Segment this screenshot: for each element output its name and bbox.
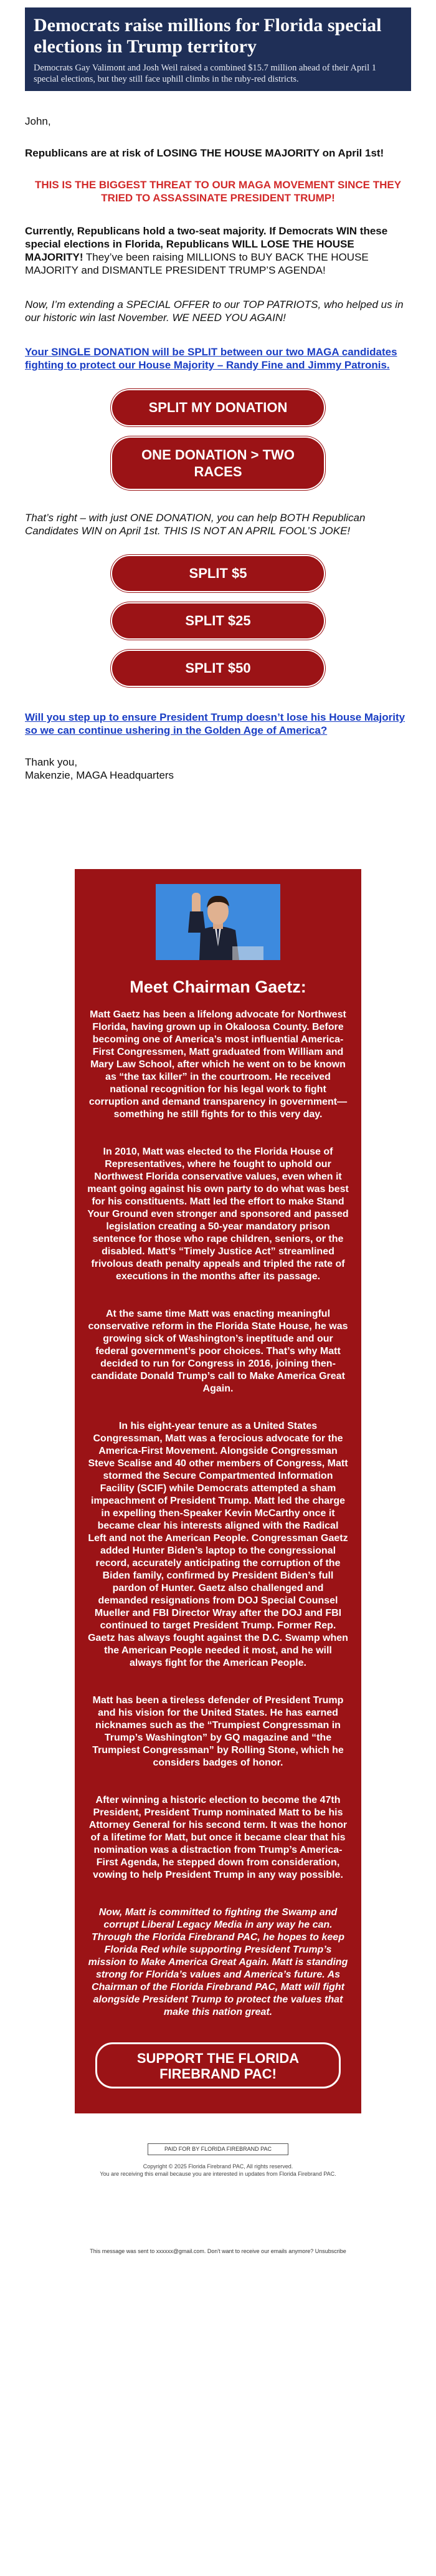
bio-paragraph: Matt has been a tireless defender of President Trump and his vision for the United States. He has earned nicknames such as the “Trumpiest Congressman in Trump’s Washington” by GQ magazine and “the Trumpiest Congressman” by Rolling Stone, which he considers badges of honor. [92,1695,344,1768]
thanks: Thank you, [25,756,78,768]
signature: Makenzie, MAGA Headquarters [25,769,174,781]
greeting: John, [25,115,51,127]
receiving-text: You are receiving this email because you are interested in updates from Florida Firebrand PAC. [100,2171,336,2177]
letter-end [25,711,411,782]
special-offer-paragraph: Now, I’m extending a SPECIAL OFFER to our TOP PATRIOTS, who helped us in our historic win last November. WE NEED YOU AGAIN! [25,299,404,324]
majority-bold: Currently, Republicans hold a two-seat majority. If Democrats WIN these special elections in Florida, Republicans WILL LOSE THE HOUSE MAJORITY! [25,225,388,263]
one-donation-two-races-button[interactable] [112,438,324,489]
one-donation-line1: ONE DONATION > TWO [141,447,295,463]
one-donation-line2: RACES [194,464,242,479]
chairman-heading: Meet Chairman Gaetz: [130,978,306,996]
copyright-text: Copyright © 2025 Florida Firebrand PAC, All rights reserved. [143,2163,293,2170]
thats-right-paragraph: That’s right – with just ONE DONATION, you can help BOTH Republican Candidates WIN on April 1st. THIS IS NOT AN APRIL FOOL’S JOKE! [25,512,366,537]
split-donation-link[interactable]: Your SINGLE DONATION will be SPLIT between our two MAGA candidates fighting to protect our House Majority – Randy Fine and Jimmy Patronis. [25,346,397,371]
support-pac-button[interactable] [95,2042,341,2088]
news-banner[interactable] [25,7,411,91]
bio-paragraph: In 2010, Matt was elected to the Florida House of Representatives, where he fought to uphold our Northwest Florida conservative values, even when it meant going against his own party to do what was best for his constituents. Matt led the effort to make Stand Your Ground even stronger and sponsored and passed legislation creating a 50-year mandatory prison sentence for those who rape children, seniors, or the disabled. Matt’s “Timely Justice Act” streamlined frivolous death penalty appeals and tripled the rate of executions in the months after its passage. [87,1146,349,1282]
threat-paragraph: THIS IS THE BIGGEST THREAT TO OUR MAGA MOVEMENT SINCE THEY TRIED TO ASSASSINATE PRESIDENT TRUMP! [34,179,402,204]
email-body [25,7,411,2255]
bio-paragraph: In his eight-year tenure as a United States Congressman, Matt was a ferocious advocate for the America-First Movement. Alongside Congressman Steve Scalise and 40 other members of Congress, Matt stormed the Secure Compartmented Information Facility (SCIF) while Democrats attempted a sham impeachment of President Trump. Matt led the charge in expelling then-Speaker Kevin McCarthy once it became clear his interests aligned with the Radical Left and not the American People. Congressman Gaetz added Hunter Biden’s laptop to the congressional record, accurately anticipating the corruption of the Biden family, confirmed by President Biden’s full pardon of Hunter. Gaetz also challenged and demanded resignations from DOJ Special Counsel Mueller and FBI Director Wray after the DOJ and FBI continued to target President Trump. Former Rep. Gaetz has always fought against the D.C. Swamp when the American People needed it most, and he will always fight for the American People. [88,1421,348,1668]
closing-paragraph: Now, Matt is committed to fighting the Swamp and corrupt Liberal Legacy Media in any way he can. Through the Florida Firebrand PAC, he hopes to keep Florida Red while supporting President Trump’s mission to Make America Great Again. Matt is standing strong for Florida’s values and America’s future. As Chairman of the Florida Firebrand PAC, Matt will fight alongside President Trump to protect the values that make this nation great. [88,1907,348,2017]
support-line1: SUPPORT THE FLORIDA [136,2050,300,2066]
footer-fine-print [25,2163,411,2178]
split-my-donation-button[interactable]: SPLIT MY DONATION [112,390,324,425]
split-donation-paragraph [25,345,411,372]
majority-rest: They’ve been raising MILLIONS to BUY BACK THE HOUSE MAJORITY and DISMANTLE PRESIDENT TRUMP’S AGENDA! [25,251,369,276]
letter [25,115,411,372]
paid-for-disclaimer: PAID FOR BY FLORIDA FIREBRAND PAC [148,2143,288,2155]
split-25-button[interactable]: SPLIT $25 [112,603,324,638]
split-5-button[interactable]: SPLIT $5 [112,556,324,591]
sent-to-text[interactable]: This message was sent to xxxxxx@gmail.com. Don't want to receive our emails anymore? Unsubscribe [90,2248,346,2254]
bio-paragraph: At the same time Matt was enacting meaningful conservative reform in the Florida State House, he was growing sick of Washington’s ineptitude and our federal government’s poor choices. That’s why Matt decided to run for Congress in 2016, joining then-candidate Donald Trump’s call to Make America Great Again. [88,1309,348,1394]
chairman-panel [75,869,361,2113]
banner-headline: Democrats raise millions for Florida special elections in Trump territory [34,15,382,57]
majority-paragraph [25,224,411,277]
golden-age-paragraph [25,711,411,737]
portrait-photo [156,884,280,960]
split-50-button[interactable]: SPLIT $50 [112,651,324,686]
bio-paragraph: After winning a historic election to become the 47th President, President Trump nominated Matt to be his Attorney General for his second term. It was the honor of a lifetime for Matt, but once it became clear that his nomination was a distraction from Trump’s America-First Agenda, he stepped down from consideration, vowing to help President Trump in any way possible. [88,1795,348,1880]
bio-paragraph: Matt Gaetz has been a lifelong advocate for Northwest Florida, having grown up in Okaloosa County. Before becoming one of America’s most influential America-First Congressmen, Matt graduated from William and Mary Law School, after which he went on to be known as “the tax killer” in the courtroom. He received national recognition for his legal work to fight corruption and demand transparency in government—something he still fights for to this very day. [88,1009,348,1120]
support-line2: FIREBRAND PAC! [159,2066,277,2082]
letter-middle [25,511,411,537]
risk-paragraph: Republicans are at risk of LOSING THE HOUSE MAJORITY on April 1st! [25,147,384,159]
golden-age-link[interactable]: Will you step up to ensure President Trump doesn’t lose his House Majority so we can continue ushering in the Golden Age of America? [25,711,405,736]
banner-subhead: Democrats Gay Valimont and Josh Weil raised a combined $15.7 million ahead of their April 1 special elections, but they still face uphill climbs in the ruby-red districts. [34,63,376,84]
